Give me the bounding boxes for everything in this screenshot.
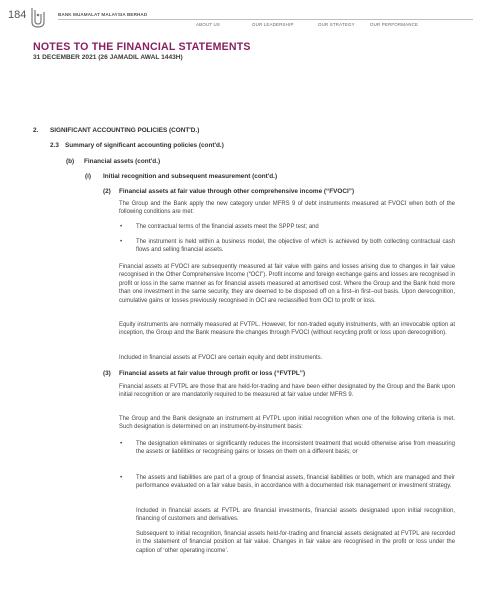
- section-title: Initial recognition and subsequent measurement (cont'd.): [103, 173, 278, 180]
- bullet-icon: •: [120, 474, 123, 481]
- nav-our-performance[interactable]: OUR PERFORMANCE: [370, 22, 419, 27]
- section-title: Financial assets (cont'd.): [84, 158, 161, 165]
- section-number: 2.: [33, 127, 39, 134]
- bank-logo-icon: [26, 6, 50, 30]
- section-number: (b): [66, 158, 75, 165]
- section-number: (i): [85, 173, 92, 180]
- paragraph: Included in financial assets at FVOCI are certain equity and debt instruments.: [119, 355, 323, 361]
- page-number: 184: [8, 9, 27, 21]
- paragraph: The Group and the Bank apply the new category under MFRS 9 of debt instruments measured at FVOCI when both of the following conditions are met:: [119, 201, 455, 216]
- section-number: (2): [103, 188, 111, 195]
- paragraph: The Group and the Bank designate an instrument at FVTPL upon initial recognition when one of the following criteria is met. Such designation is determined on an instrument-by-instrument basis:: [119, 416, 455, 431]
- page-title: NOTES TO THE FINANCIAL STATEMENTS: [33, 41, 251, 53]
- paragraph: Included in financial assets at FVTPL are financial investments, financial assets designated upon initial recognition, financing of customers and derivatives.: [136, 508, 455, 523]
- bullet-text: The instrument is held within a business model, the objective of which is achieved by both collecting contractual cash flows and selling financial assets.: [136, 239, 455, 254]
- header-rule: [58, 19, 473, 20]
- section-title: Summary of significant accounting policies (cont'd.): [65, 142, 224, 149]
- nav-our-strategy[interactable]: OUR STRATEGY: [318, 22, 355, 27]
- bullet-text: The designation eliminates or significantly reduces the inconsistent treatment that would otherwise arise from measuring the assets or liabilities or recognising gains or losses on them on a different basis; or: [136, 441, 455, 456]
- paragraph: Financial assets at FVTPL are those that are held-for-trading and have been either designated by the Group and the Bank upon initial recognition or are mandatorily required to be measured at fair value under MFRS 9.: [119, 384, 455, 399]
- paragraph: Subsequent to initial recognition, financial assets held-for-trading and financial assets designated at FVTPL are recorded in the statement of financial position at fair value. Changes in fair value are recognised in the profit or loss under the caption of ‘other operating income’.: [136, 531, 455, 554]
- section-number: (3): [103, 370, 111, 377]
- bullet-icon: •: [120, 440, 123, 447]
- paragraph: Equity instruments are normally measured at FVTPL. However, for non-traded equity instruments, with an irrevocable option at inception, the Group and the Bank measure the changes through FVOCI (without recycling profit or loss upon derecognition).: [119, 322, 455, 337]
- section-number: 2.3: [50, 142, 59, 149]
- nav-our-leadership[interactable]: OUR LEADERSHIP: [252, 22, 294, 27]
- page-date: 31 DECEMBER 2021 (26 JAMADIL AWAL 1443H): [33, 54, 183, 61]
- bullet-text: The assets and liabilities are part of a group of financial assets, financial liabilities or both, which are managed and their performance evaluated on a fair value basis, in accordance with a documented risk management or investment strategy.: [136, 475, 455, 490]
- nav-about-us[interactable]: ABOUT US: [196, 22, 220, 27]
- bullet-icon: •: [120, 238, 123, 245]
- bank-name: BANK MUAMALAT MALAYSIA BERHAD: [58, 12, 148, 17]
- section-title: SIGNIFICANT ACCOUNTING POLICIES (CONT'D.): [50, 127, 200, 134]
- section-title: Financial assets at fair value through other comprehensive income (“FVOCI”): [119, 188, 355, 195]
- paragraph: Financial assets at FVOCI are subsequently measured at fair value with gains and losses arising due to changes in fair value recognised in the Other Comprehensive Income (“OCI”). Profit income and foreign exchange gains and losses are recognised in profit or loss in the same manner as for financial assets measured at amortised cost. Where the Group and the Bank hold more than one investment in the same security, they are deemed to be disposed off on a first–in first–out basis. Upon derecognition, cumulative gains or losses previously recognised in OCI are reclassified from OCI to profit or loss.: [119, 264, 455, 304]
- bullet-text: The contractual terms of the financial assets meet the SPPP test; and: [136, 224, 319, 230]
- section-title: Financial assets at fair value through profit or loss (“FVTPL”): [119, 370, 306, 377]
- bullet-icon: •: [120, 223, 123, 230]
